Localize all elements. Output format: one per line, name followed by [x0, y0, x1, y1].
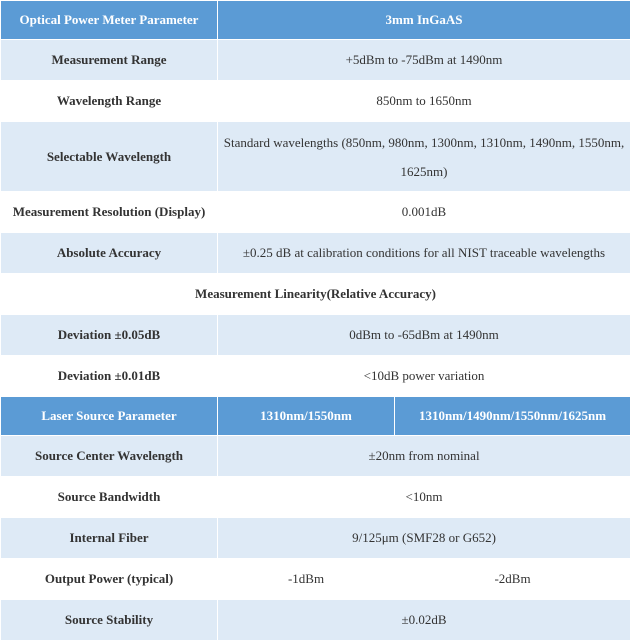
table-row	[1, 600, 630, 641]
row-value: 9/125μm (SMF28 or G652)	[218, 518, 630, 559]
row-label: Measurement Range	[1, 40, 218, 81]
row-value: 0dBm to -65dBm at 1490nm	[218, 315, 630, 356]
table-row	[1, 40, 630, 81]
table-row	[1, 356, 630, 397]
optical-header-value: 3mm InGaAS	[218, 1, 630, 40]
row-label: Measurement Resolution (Display)	[1, 192, 218, 233]
table-row	[1, 436, 630, 477]
output-power-col2: -2dBm	[395, 559, 630, 600]
row-label: Absolute Accuracy	[1, 233, 218, 274]
row-label: Deviation ±0.01dB	[1, 356, 218, 397]
row-label: Source Stability	[1, 600, 218, 641]
row-label: Source Center Wavelength	[1, 436, 218, 477]
row-label: Wavelength Range	[1, 81, 218, 122]
laser-header-col1: 1310nm/1550nm	[218, 397, 395, 436]
row-value: ±20nm from nominal	[218, 436, 630, 477]
row-value: Standard wavelengths (850nm, 980nm, 1300nm, 1310nm, 1490nm, 1550nm, 1625nm)	[218, 122, 630, 192]
laser-header-label: Laser Source Parameter	[1, 397, 218, 436]
row-value: 0.001dB	[218, 192, 630, 233]
row-value: <10nm	[218, 477, 630, 518]
row-label: Internal Fiber	[1, 518, 218, 559]
row-label: Deviation ±0.05dB	[1, 315, 218, 356]
table-row	[1, 315, 630, 356]
laser-header-row	[1, 397, 630, 436]
row-label: Output Power (typical)	[1, 559, 218, 600]
row-value: +5dBm to -75dBm at 1490nm	[218, 40, 630, 81]
row-value: <10dB power variation	[218, 356, 630, 397]
table-row	[1, 81, 630, 122]
row-label: Source Bandwidth	[1, 477, 218, 518]
row-value: ±0.02dB	[218, 600, 630, 641]
table-row	[1, 518, 630, 559]
table-row	[1, 233, 630, 274]
optical-header-row	[1, 1, 630, 40]
table-row	[1, 559, 630, 600]
linearity-title: Measurement Linearity(Relative Accuracy)	[1, 274, 630, 315]
output-power-col1: -1dBm	[218, 559, 395, 600]
row-value: 850nm to 1650nm	[218, 81, 630, 122]
row-label: Selectable Wavelength	[1, 122, 218, 192]
optical-header-label: Optical Power Meter Parameter	[1, 1, 218, 40]
table-row	[1, 122, 630, 192]
table-row	[1, 477, 630, 518]
row-value: ±0.25 dB at calibration conditions for all NIST traceable wavelengths	[218, 233, 630, 274]
table-row	[1, 192, 630, 233]
linearity-title-row	[1, 274, 630, 315]
laser-header-col2: 1310nm/1490nm/1550nm/1625nm	[395, 397, 630, 436]
